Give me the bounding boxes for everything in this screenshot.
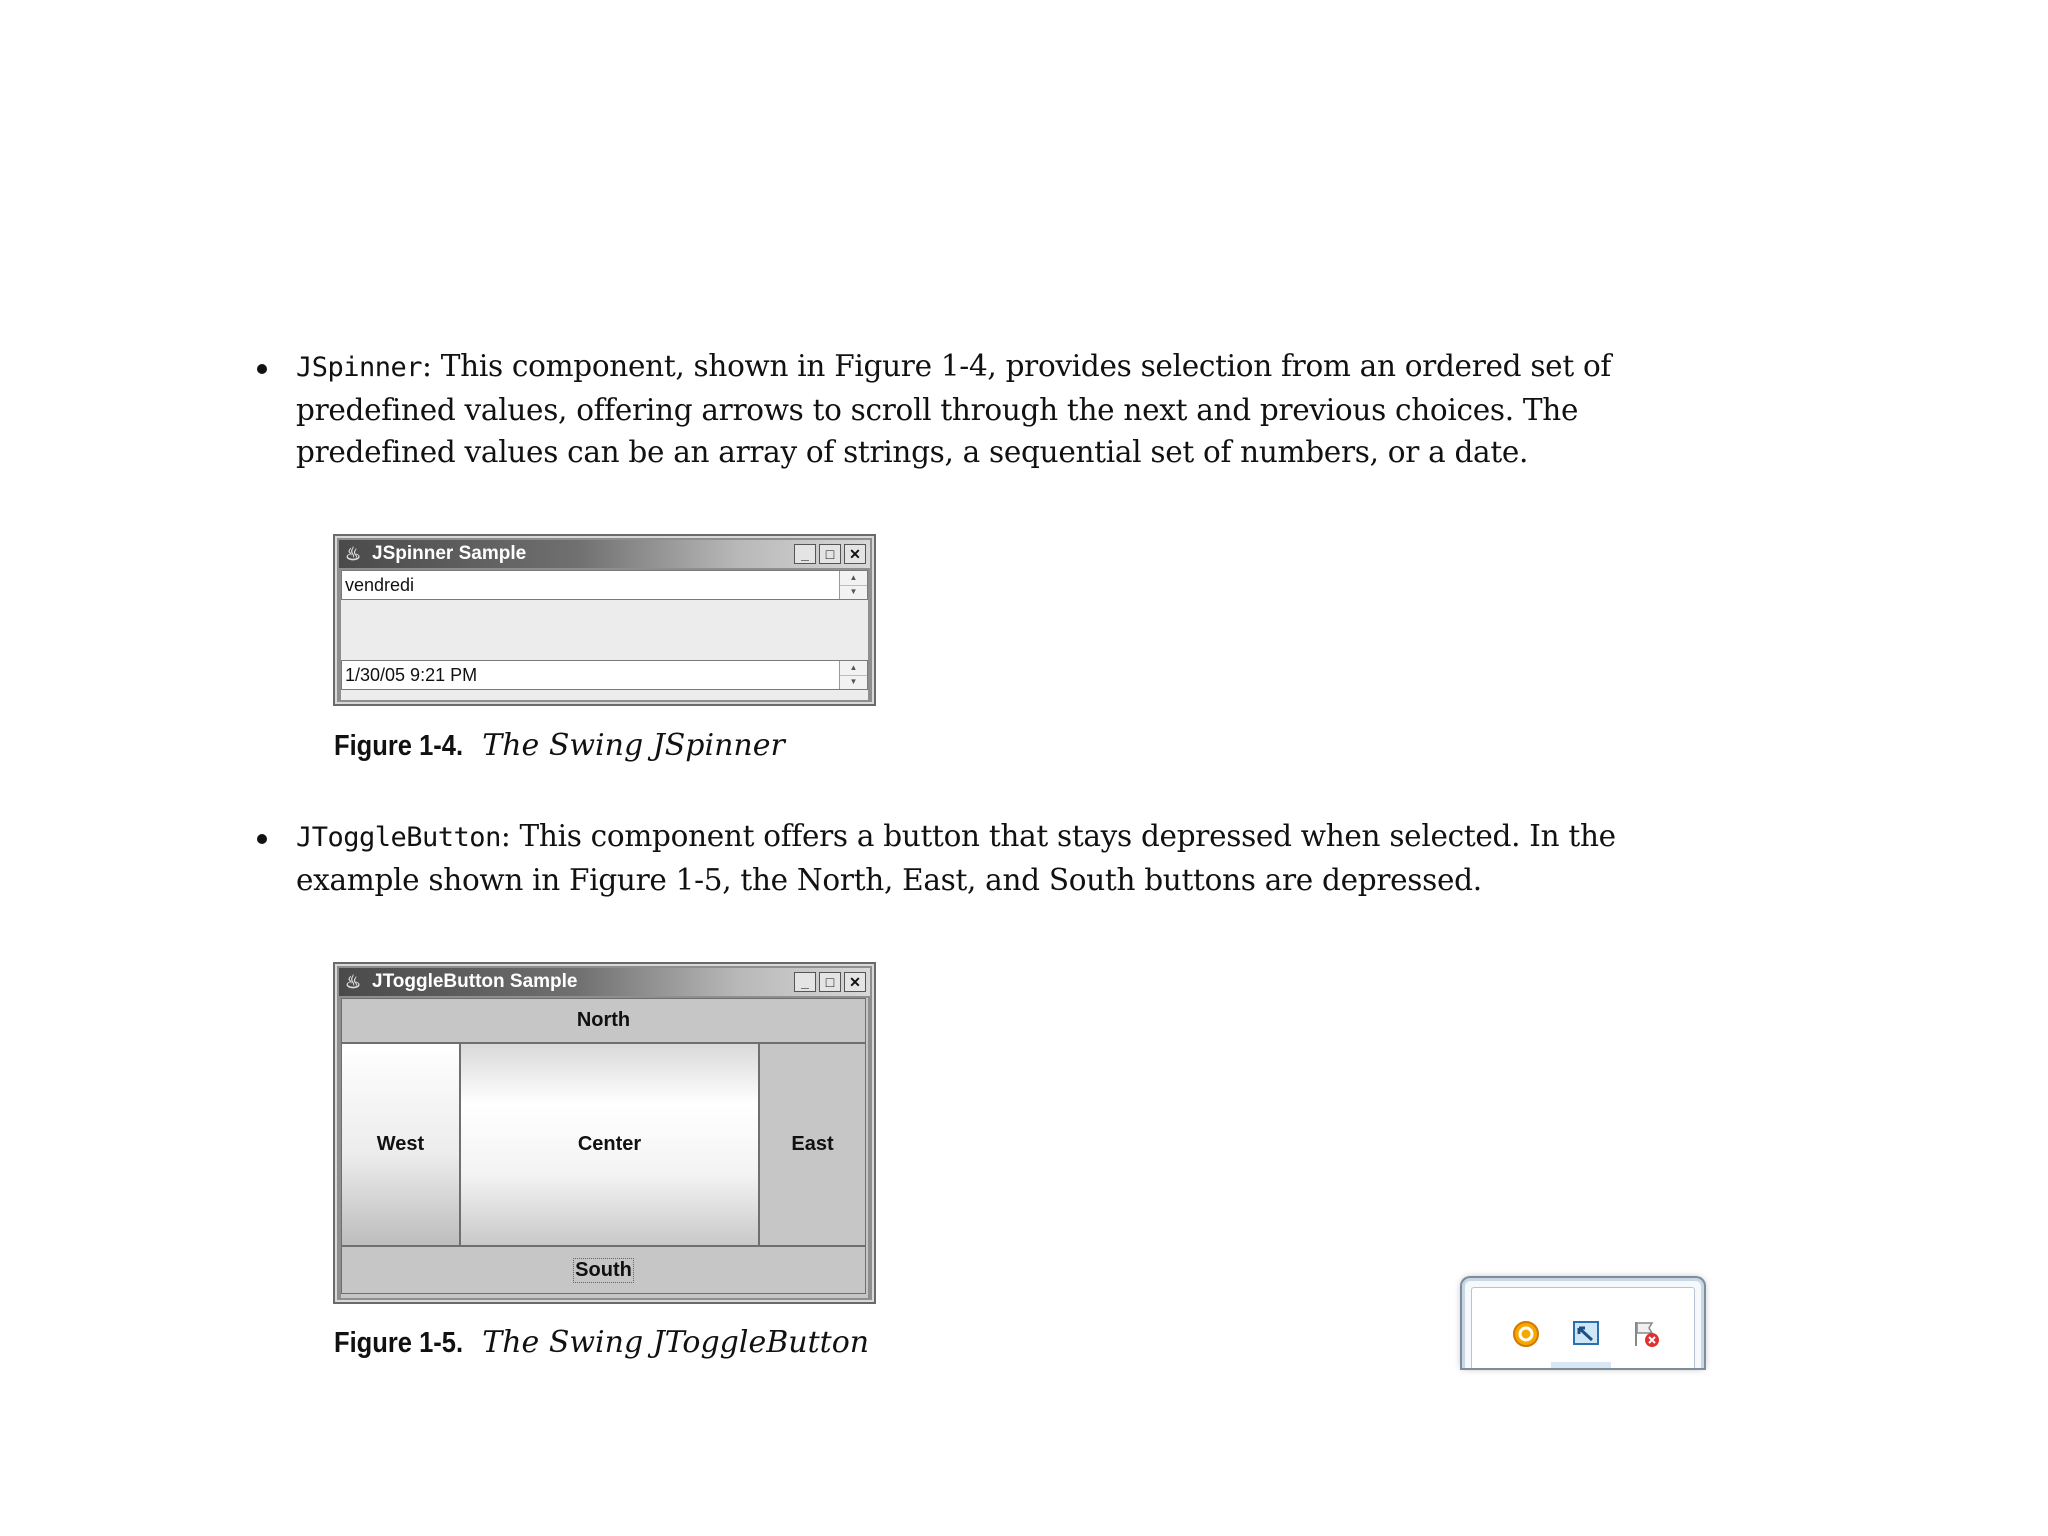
- west-toggle-button[interactable]: [341, 1043, 460, 1246]
- bullet-jspinner: [296, 345, 1676, 473]
- center-toggle-button[interactable]: [460, 1043, 759, 1246]
- tray-panel: [1471, 1287, 1695, 1368]
- spinner-down-icon[interactable]: ▼: [849, 587, 858, 596]
- bullet-dot: [257, 364, 267, 374]
- paragraph-text: : This component, shown in Figure 1-4, provides selection from an ordered set of predefined values, offering arrows to scroll through the next and previous choices. The predefined values can be an array of strings, a sequential set of numbers, or a date.: [296, 349, 1612, 469]
- paragraph-jtogglebutton: [296, 815, 1676, 901]
- south-label: South: [575, 1258, 632, 1281]
- code-jspinner: JSpinner: [296, 352, 423, 383]
- south-toggle-button[interactable]: [341, 1246, 866, 1294]
- paragraph-text: : This component offers a button that stays depressed when selected. In the example shown in Figure 1-5, the North, East, and South buttons are depressed.: [296, 819, 1616, 897]
- maximize-button[interactable]: □: [819, 544, 841, 564]
- east-label: East: [791, 1133, 834, 1155]
- caption-label: Figure 1-4.: [334, 730, 464, 762]
- spinner-date-arrows[interactable]: [839, 661, 867, 689]
- window-titlebar[interactable]: [339, 968, 870, 996]
- java-icon: ♨: [345, 544, 362, 564]
- tray-selection-highlight: [1551, 1362, 1611, 1368]
- spinner-up-icon[interactable]: ▲: [840, 661, 867, 676]
- tray-overflow-popup: [1462, 1278, 1704, 1368]
- window-content: [341, 998, 868, 1298]
- bullet-jtogglebutton: [296, 815, 1676, 901]
- spinner-day-arrows[interactable]: [839, 571, 867, 599]
- spinner-down-icon[interactable]: ▼: [849, 677, 858, 686]
- sync-icon[interactable]: [1510, 1318, 1542, 1350]
- java-icon: ♨: [345, 972, 362, 992]
- network-icon[interactable]: [1570, 1318, 1602, 1350]
- window-title: JSpinner Sample: [372, 543, 527, 564]
- jtogglebutton-window: [333, 962, 876, 1304]
- center-label: Center: [577, 1133, 642, 1155]
- window-title: JToggleButton Sample: [372, 971, 578, 992]
- paragraph-jspinner: [296, 345, 1676, 473]
- figure-1-5-caption: [334, 1325, 869, 1360]
- spinner-date[interactable]: [341, 660, 868, 690]
- spinner-day[interactable]: [341, 570, 868, 600]
- close-button[interactable]: ✕: [844, 544, 866, 564]
- spinner-day-value: vendredi: [345, 575, 415, 595]
- jspinner-window: [333, 534, 876, 706]
- minimize-button[interactable]: _: [794, 544, 816, 564]
- window-content: [341, 570, 868, 700]
- north-label: North: [576, 1009, 631, 1031]
- spinner-up-icon[interactable]: ▲: [840, 571, 867, 586]
- bullet-dot: [257, 834, 267, 844]
- action-center-icon[interactable]: [1630, 1318, 1662, 1350]
- close-button[interactable]: ✕: [844, 972, 866, 992]
- window-titlebar[interactable]: [339, 540, 870, 568]
- minimize-button[interactable]: _: [794, 972, 816, 992]
- east-toggle-button[interactable]: [759, 1043, 866, 1246]
- caption-text: The Swing JSpinner: [482, 728, 785, 763]
- maximize-button[interactable]: □: [819, 972, 841, 992]
- spinner-date-value: 1/30/05 9:21 PM: [345, 665, 478, 685]
- figure-1-4-caption: [334, 728, 785, 763]
- west-label: West: [376, 1133, 425, 1155]
- code-jtogglebutton: JToggleButton: [296, 822, 501, 853]
- north-toggle-button[interactable]: [341, 998, 866, 1043]
- caption-label: Figure 1-5.: [334, 1327, 464, 1359]
- caption-text: The Swing JToggleButton: [482, 1325, 870, 1360]
